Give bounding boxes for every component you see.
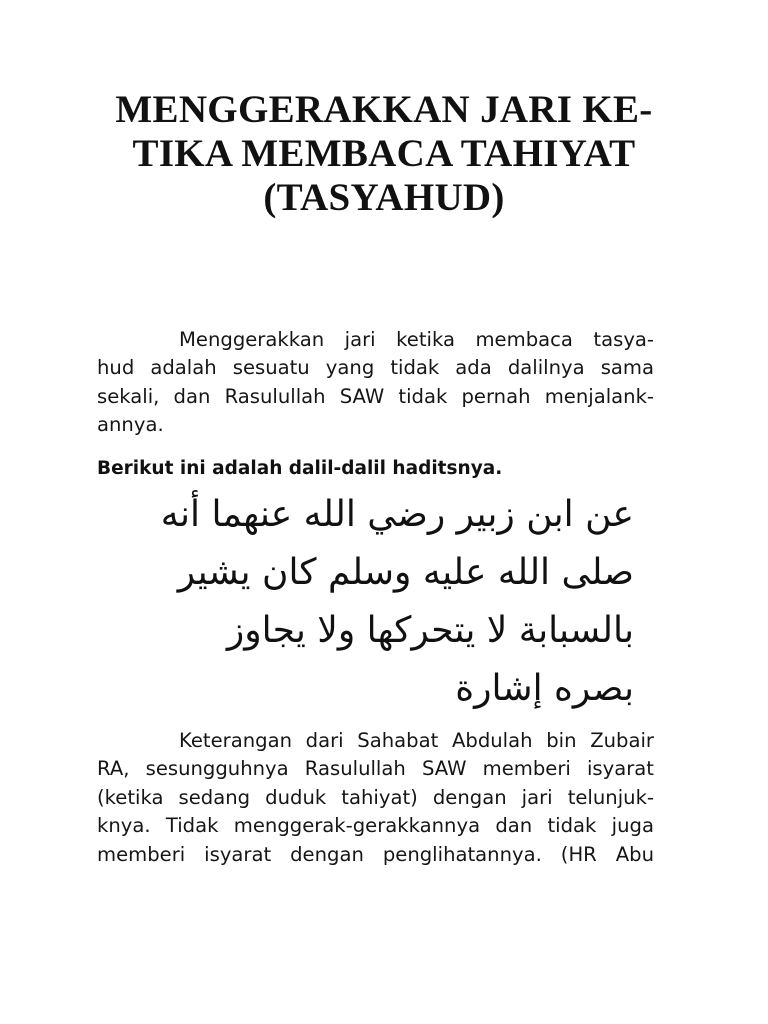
paragraph-line: Menggerakkan jari ketika membaca tasya- xyxy=(179,328,654,351)
paragraph-line: sekali, dan Rasulullah SAW tidak pernah menjalank- xyxy=(97,384,654,408)
page-title xyxy=(60,88,708,220)
paragraph-line: (ketika sedang duduk tahiyat) dengan jari telunjuk- xyxy=(97,785,654,809)
paragraph-line: hud adalah sesuatu yang tidak ada dalilnya sama xyxy=(97,356,654,380)
paragraph-line: knya. Tidak menggerak-gerakkannya dan tidak juga xyxy=(97,814,654,838)
title-line: MENGGERAKKAN JARI KE- xyxy=(115,88,653,131)
arabic-line: بالسبابة لا يتحركها ولا يجاوز xyxy=(226,610,634,651)
arabic-line: عن ابن زبير رضي الله عنهما أنه xyxy=(160,494,634,535)
intro-paragraph xyxy=(97,326,654,440)
paragraph-line: memberi isyarat dengan penglihatannya. (HR Abu xyxy=(97,842,654,866)
paragraph-line: annya. xyxy=(97,413,164,437)
hadith-arabic-text xyxy=(120,486,634,718)
title-line: (TASYAHUD) xyxy=(263,176,505,219)
arabic-line: بصره إشارة xyxy=(455,668,634,709)
paragraph-line: RA, sesungguhnya Rasulullah SAW memberi isyarat xyxy=(97,757,654,781)
dalil-heading: Berikut ini adalah dalil-dalil haditsnya. xyxy=(97,458,503,479)
explanation-paragraph xyxy=(97,727,654,869)
arabic-line: صلى الله عليه وسلم كان يشير xyxy=(177,552,634,593)
title-line: TIKA MEMBACA TAHIYAT xyxy=(132,132,636,175)
paragraph-line: Keterangan dari Sahabat Abdulah bin Zubair xyxy=(179,729,654,752)
